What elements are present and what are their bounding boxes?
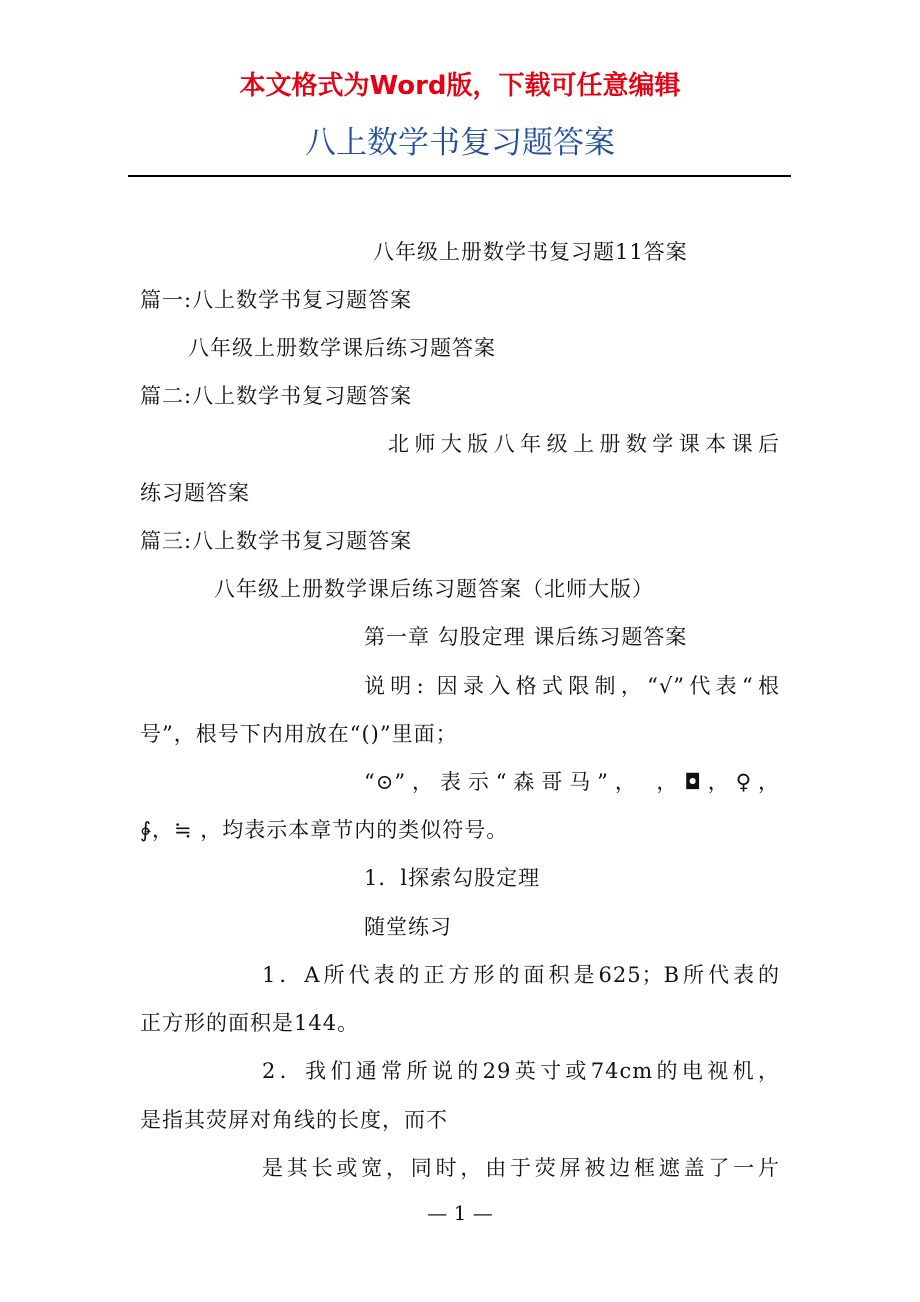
body-line: 正方形的面积是144。: [140, 1011, 360, 1035]
section-number-heading: 1．l探索勾股定理: [364, 866, 541, 890]
page-number: — 1 —: [427, 1201, 493, 1225]
document-title: 八上数学书复习题答案: [305, 125, 615, 161]
body-line: ∳，≒ ，均表示本章节内的类似符号。: [140, 818, 509, 842]
section-heading-3: 篇三:八上数学书复习题答案: [140, 529, 413, 553]
body-line: 练习题答案: [140, 481, 250, 505]
title-divider: [128, 175, 791, 177]
chapter-heading: 第一章 勾股定理 课后练习题答案: [364, 625, 688, 649]
download-notice-banner: 本文格式为Word版，下载可任意编辑: [239, 71, 681, 101]
section-heading-2: 篇二:八上数学书复习题答案: [140, 384, 413, 408]
body-line: 是指其荧屏对角线的长度，而不: [140, 1108, 448, 1132]
body-line: 八年级上册数学课后练习题答案（北师大版）: [214, 577, 654, 601]
body-line: 北师大版八年级上册数学课本课后: [388, 432, 780, 456]
body-line: 说明: 因录入格式限制，“√”代表“根: [364, 674, 780, 698]
section-heading-1: 篇一:八上数学书复习题答案: [140, 288, 413, 312]
body-line: “⊙”，表示“森哥马”， ，◘，♀，: [364, 770, 780, 794]
body-line: 号”，根号下内用放在“()”里面；: [140, 722, 458, 746]
body-line: 八年级上册数学课后练习题答案: [188, 336, 496, 360]
body-line: 2．我们通常所说的29英寸或74cm的电视机，: [262, 1059, 780, 1083]
subtitle-line: 八年级上册数学书复习题11答案: [373, 240, 688, 264]
exercise-heading: 随堂练习: [364, 915, 452, 939]
body-line: 1．A所代表的正方形的面积是625；B所代表的: [262, 963, 780, 987]
body-line: 是其长或宽，同时，由于荧屏被边框遮盖了一片: [262, 1156, 780, 1180]
